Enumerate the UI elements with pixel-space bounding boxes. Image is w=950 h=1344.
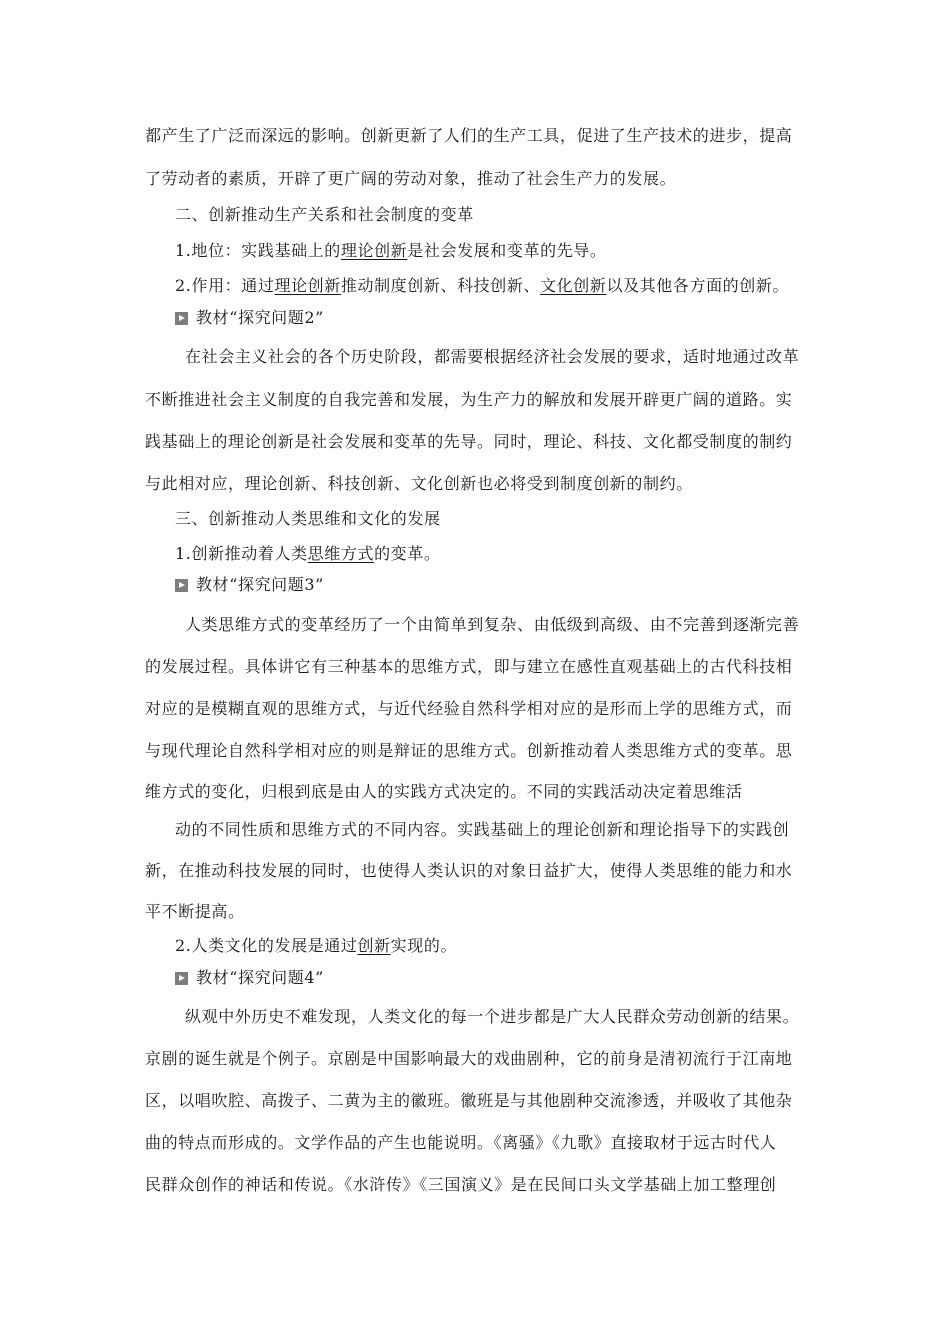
section-heading: 二、创新推动生产关系和社会制度的变革 (175, 205, 474, 224)
text-line: 对应的是模糊直观的思维方式，与近代经验自然科学相对应的是形而上学的思维方式，而 (145, 699, 793, 718)
tag-label: 教材“探究问题4” (196, 968, 324, 987)
text-line: 民群众创作的神话和传说。《水浒传》《三国演义》是在民间口头文学基础上加工整理创 (145, 1175, 777, 1194)
text-line: 不断推进社会主义制度的自我完善和发展，为生产力的解放和发展开辟更广阔的道路。实 (145, 390, 793, 409)
text-line: 区，以唱吹腔、高拨子、二黄为主的徽班。徽班是与其他剧种交流渗透，并吸收了其他杂 (145, 1091, 793, 1110)
text-line: 新，在推动科技发展的同时，也使得人类认识的对象日益扩大，使得人类思维的能力和水 (145, 861, 793, 880)
text-line: 纵观中外历史不难发现，人类文化的每一个进步都是广大人民群众劳动创新的结果。 (185, 1007, 800, 1026)
item-text: 以及其他各方面的创新。 (606, 276, 790, 295)
underlined-term: 创新 (357, 936, 391, 955)
list-item (175, 275, 810, 297)
text-line: 与此相对应，理论创新、科技创新、文化创新也必将受到制度创新的制约。 (145, 474, 693, 493)
list-item (175, 240, 810, 262)
underlined-term: 思维方式 (307, 544, 375, 563)
text-line: 在社会主义社会的各个历史阶段，都需要根据经济社会发展的要求，适时地通过改革 (185, 347, 800, 366)
text-line: 动的不同性质和思维方式的不同内容。实践基础上的理论创新和理论指导下的实践创 (175, 820, 790, 839)
textbook-tag (175, 967, 810, 989)
item-text: 实现的。 (390, 936, 458, 955)
text-line: 了劳动者的素质，开辟了更广阔的劳动对象，推动了社会生产力的发展。 (145, 169, 677, 188)
item-text: 1.创新推动着人类 (175, 544, 308, 563)
text-line: 维方式的变化，归根到底是由人的实践方式决定的。不同的实践活动决定着思维活 (145, 782, 743, 801)
list-item (175, 935, 810, 957)
item-text: 是社会发展和变革的先导。 (407, 241, 607, 260)
item-text: 推动制度创新、科技创新、 (340, 276, 541, 295)
underlined-term: 理论创新 (340, 241, 408, 260)
item-text: 2.人类文化的发展是通过 (175, 936, 358, 955)
text-line: 人类思维方式的变革经历了一个由简单到复杂、由低级到高级、由不完善到逐渐完善 (185, 615, 800, 634)
text-line: 京剧的诞生就是个例子。京剧是中国影响最大的戏曲剧种，它的前身是清初流行于江南地 (145, 1049, 793, 1068)
list-item (175, 543, 810, 565)
tag-label: 教材“探究问题2” (196, 308, 324, 327)
item-text: 1.地位：实践基础上的 (175, 241, 341, 260)
text-line: 的发展过程。具体讲它有三种基本的思维方式，即与建立在感性直观基础上的古代科技相 (145, 657, 793, 676)
play-icon (175, 579, 188, 592)
tag-label: 教材“探究问题3” (196, 575, 324, 594)
play-icon (175, 972, 188, 985)
section-heading: 三、创新推动人类思维和文化的发展 (175, 509, 441, 528)
text-line: 曲的特点而形成的。文学作品的产生也能说明。《离骚》《九歌》直接取材于远古时代人 (145, 1133, 777, 1152)
text-line: 践基础上的理论创新是社会发展和变革的先导。同时，理论、科技、文化都受制度的制约 (145, 432, 793, 451)
text-line: 平不断提高。 (145, 902, 245, 921)
textbook-tag (175, 574, 810, 596)
text-line: 与现代理论自然科学相对应的则是辩证的思维方式。创新推动着人类思维方式的变革。思 (145, 741, 793, 760)
item-text: 的变革。 (374, 544, 441, 563)
underlined-term: 文化创新 (540, 276, 607, 295)
play-icon (175, 312, 188, 325)
underlined-term: 理论创新 (274, 276, 341, 295)
item-text: 2.作用：通过 (175, 276, 275, 295)
textbook-tag (175, 307, 810, 329)
text-line: 都产生了广泛而深远的影响。创新更新了人们的生产工具，促进了生产技术的进步，提高 (145, 126, 793, 145)
